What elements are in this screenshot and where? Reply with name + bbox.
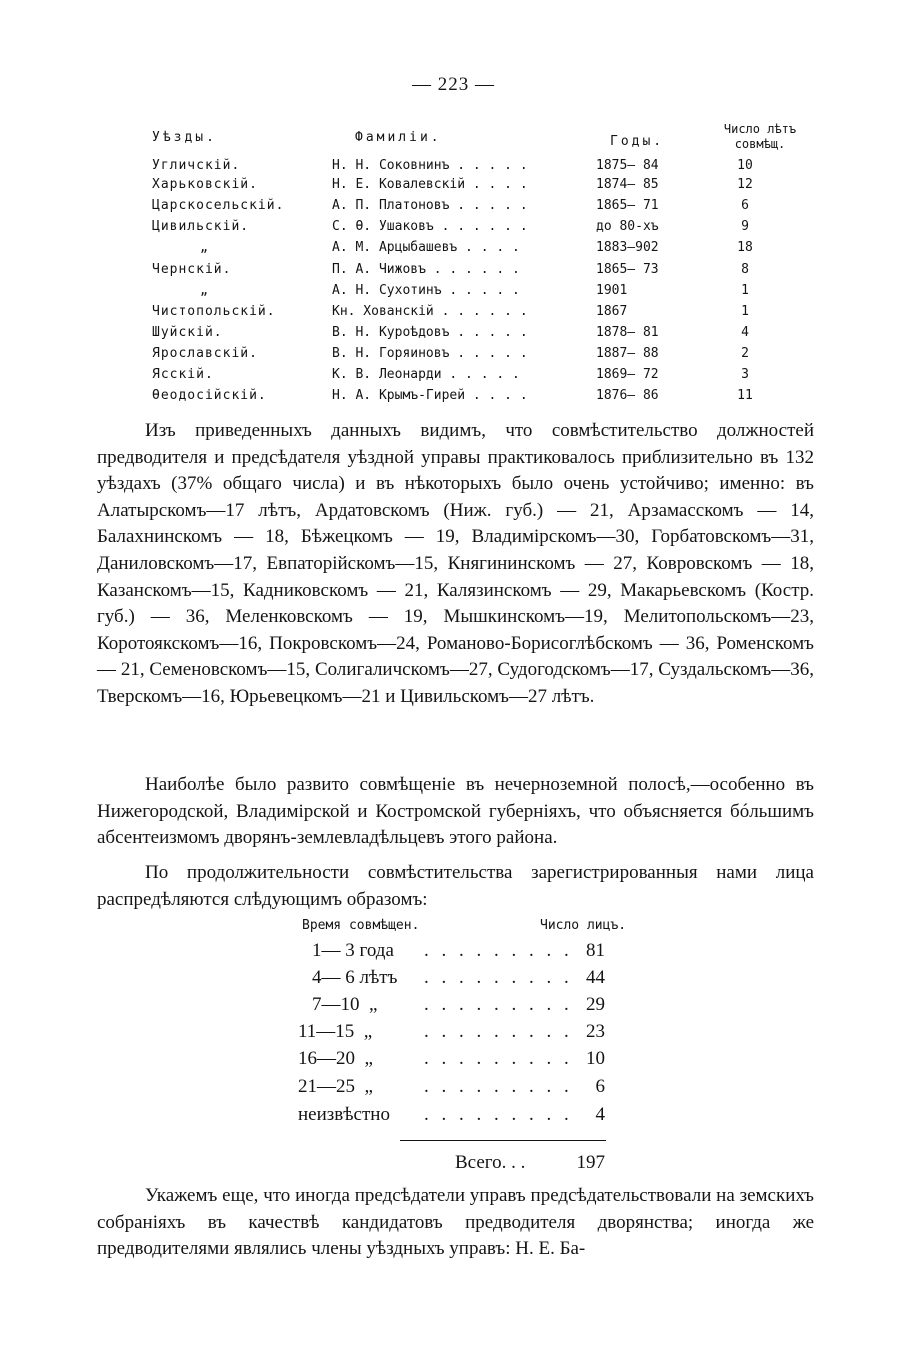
count-cell: 4 [741,325,749,340]
district-cell: Царскосельскій. [152,198,285,213]
distribution-label: 4— 6 лѣтъ [312,967,398,988]
table-row [0,198,907,219]
paragraph-chairmen [97,1183,814,1263]
name-cell: Н. А. Крымъ-Гирей . . . . [332,388,528,403]
distribution-label: неизвѣстно [298,1104,390,1125]
years-cell: 1865— 71 [596,198,659,213]
distribution-value: 29 [586,994,605,1015]
count-cell: 6 [741,198,749,213]
distribution-value: 44 [586,967,605,988]
distribution-row [0,1076,907,1104]
distribution-row [0,940,907,968]
page-number: — 223 — [412,74,495,95]
table-row [0,240,907,261]
years-cell: 1874— 85 [596,177,659,192]
count-cell: 9 [741,219,749,234]
total-value: 197 [576,1152,605,1173]
distribution-row [0,1048,907,1076]
name-cell: А. П. Платоновъ . . . . . [332,198,528,213]
distribution-row [0,994,907,1022]
district-cell: Харьковскій. [152,177,258,192]
paragraph-distribution-intro [97,860,814,913]
table-row [0,367,907,388]
years-cell: 1867 [596,304,628,319]
name-cell: В. Н. Горяиновъ . . . . . [332,346,528,361]
table-row [0,346,907,367]
distribution-row [0,1021,907,1049]
distribution-value: 6 [595,1076,605,1097]
count-cell: 11 [737,388,753,403]
count-cell: 18 [737,240,753,255]
years-cell: 1865— 73 [596,262,659,277]
district-cell: Ѳеодосійскій. [152,388,267,403]
count-cell: 12 [737,177,753,192]
district-cell: „ [200,283,208,298]
paragraph-region [97,772,814,852]
table-row [0,158,907,179]
table-row [0,283,907,304]
count-cell: 1 [741,283,749,298]
distribution-row [0,967,907,995]
name-cell: Н. Н. Соковнинъ . . . . . [332,158,528,173]
distribution-row [0,1104,907,1132]
district-cell: Ярославскій. [152,346,258,361]
distribution-value: 81 [586,940,605,961]
years-cell: 1875— 84 [596,158,659,173]
paragraph-region-text: Наиболѣе было развито совмѣщеніе въ нечерноземной полосѣ,—особенно въ Нижегородской, Владимірской и Костромской губерніяхъ, что объясняется бóльшимъ абсентеизмомъ дворянъ-землевладѣльцевъ этого района. [97,774,814,849]
district-cell: Шуйскій. [152,325,223,340]
count-cell: 3 [741,367,749,382]
table-header-count [705,122,815,152]
total-label: Всего. . . [455,1152,526,1173]
table-row [0,219,907,240]
distribution-label: 11—15 „ [298,1021,373,1042]
district-cell: Угличскій. [152,158,241,173]
leader-dots: . . . . . . . . . [424,967,573,988]
distribution-label: 16—20 „ [298,1048,373,1069]
distribution-value: 23 [586,1021,605,1042]
years-cell: 1869— 72 [596,367,659,382]
sum-divider-line [400,1140,606,1141]
district-cell: „ [200,240,208,255]
years-cell: 1901 [596,283,628,298]
years-cell: 1887— 88 [596,346,659,361]
name-cell: Кн. Хованскій . . . . . . [332,304,528,319]
name-cell: Н. Е. Ковалевскій . . . . [332,177,528,192]
leader-dots: . . . . . . . . . [424,1104,573,1125]
distribution-value: 10 [586,1048,605,1069]
table-row [0,304,907,325]
count-cell: 10 [737,158,753,173]
distribution-header-time: Время совмѣщен. [302,918,420,933]
leader-dots: . . . . . . . . . [424,1021,573,1042]
district-cell: Чистопольскій. [152,304,276,319]
table-row [0,325,907,346]
paragraph-chairmen-text: Укажемъ еще, что иногда предсѣдатели управъ предсѣдательствовали на земскихъ собраніяхъ въ качествѣ кандидатовъ предводителя дворянства; иногда же предводителями являлись члены уѣздныхъ управъ: Н. Е. Ба- [97,1185,814,1260]
leader-dots: . . . . . . . . . [424,1048,573,1069]
name-cell: С. Ѳ. Ушаковъ . . . . . . [332,219,528,234]
table-header-district: Уѣзды. [152,130,217,145]
count-cell: 2 [741,346,749,361]
distribution-value: 4 [595,1104,605,1125]
name-cell: П. А. Чижовъ . . . . . . [332,262,520,277]
table-header-count-line2: совмѣщ. [734,137,786,151]
years-cell: 1878— 81 [596,325,659,340]
district-cell: Ясскій. [152,367,214,382]
leader-dots: . . . . . . . . . [424,940,573,961]
paragraph-analysis-text: Изъ приведенныхъ данныхъ видимъ, что совмѣстительство должностей предводителя и предсѣдателя уѣздной управы практиковалось приблизительно въ 132 уѣздахъ (37% общаго числа) и въ нѣкоторыхъ было очень устойчиво; именно: въ Алатырскомъ—17 лѣтъ, Ардатовскомъ (Ниж. губ.) — 21, Арзамасскомъ — 14, Балахнинскомъ — 18, Бѣжецкомъ — 19, Владимірскомъ—30, Горбатовскомъ—31, Даниловскомъ—17, Евпаторійскомъ—15, Княгининскомъ — 27, Ковровскомъ — 18, Казанскомъ—15, Кадниковскомъ — 21, Калязинскомъ — 29, Макарьевскомъ (Костр. губ.) — 36, Меленковскомъ — 19, Мышкинскомъ—19, Мелитопольскомъ—23, Коротоякскомъ—16, Покровскомъ—24, Романово-Борисоглѣбскомъ — 36, Роменскомъ — 21, Семеновскомъ—15, Солигаличскомъ—27, Судогодскомъ—17, Суздальскомъ—36, Тверскомъ—16, Юрьевецкомъ—21 и Цивильскомъ—27 лѣтъ. [97,420,814,707]
district-cell: Цивильскій. [152,219,250,234]
table-header-years: Годы. [610,134,665,149]
distribution-label: 1— 3 года [312,940,394,961]
name-cell: В. Н. Куроѣдовъ . . . . . [332,325,528,340]
paragraph-distribution-intro-text: По продолжительности совмѣстительства зарегистрированныя нами лица распредѣляются слѣдующимъ образомъ: [97,862,814,910]
distribution-label: 7—10 „ [312,994,378,1015]
paragraph-analysis [97,418,814,711]
leader-dots: . . . . . . . . . [424,1076,573,1097]
count-cell: 8 [741,262,749,277]
distribution-label: 21—25 „ [298,1076,373,1097]
district-cell: Чернскій. [152,262,232,277]
table-header-names: Фамиліи. [355,130,442,145]
years-cell: 1876— 86 [596,388,659,403]
years-cell: 1883—902 [596,240,659,255]
name-cell: К. В. Леонарди . . . . . [332,367,520,382]
count-cell: 1 [741,304,749,319]
years-cell: до 80-хъ [596,219,659,234]
table-header-count-line1: Число лѣтъ [723,122,797,136]
table-row [0,177,907,198]
leader-dots: . . . . . . . . . [424,994,573,1015]
table-row [0,388,907,409]
distribution-header-count: Число лицъ. [540,918,627,933]
name-cell: А. Н. Сухотинъ . . . . . [332,283,520,298]
name-cell: А. М. Арцыбашевъ . . . . [332,240,520,255]
table-row [0,262,907,283]
